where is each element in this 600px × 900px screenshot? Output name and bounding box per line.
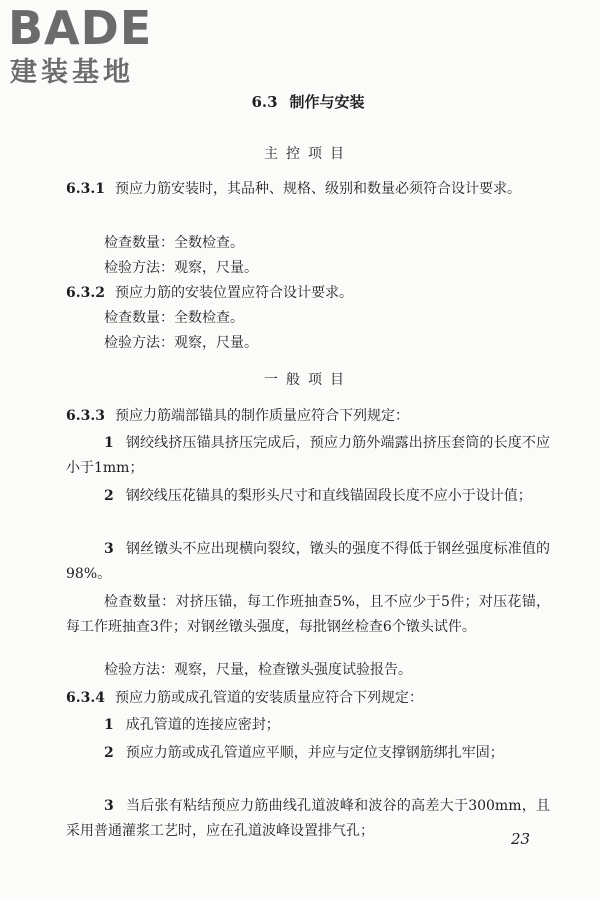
clause-6-3-1	[66, 177, 550, 202]
inspection-method: 检验方法：观察，尺量。	[104, 335, 258, 351]
inspection-method: 检验方法：观察，尺量，检查镦头强度试验报告。	[104, 662, 412, 678]
list-item: 3 当后张有粘结预应力筋曲线孔道波峰和波谷的高差大于300mm，且采用普通灌浆工艺时，应在孔道波峰设置排气孔；	[66, 798, 550, 839]
clause-number: 6.3.3	[66, 408, 105, 424]
inspection-method: 检验方法：观察，尺量。	[104, 260, 258, 276]
main-items-heading: 主控项目	[264, 146, 352, 162]
check-quantity: 检查数量：全数检查。	[104, 235, 244, 251]
clause-text: 预应力筋的安装位置应符合设计要求。	[114, 285, 353, 301]
section-title-text: 制作与安装	[289, 93, 365, 111]
check-quantity: 检查数量：对挤压锚，每工作班抽查5%，且不应少于5件；对压花锚，每工作班抽查3件；对钢丝镦头强度，每批钢丝检查6个镦头试件。	[66, 594, 550, 635]
page-number: 23	[511, 830, 531, 848]
clause-6-3-2	[66, 281, 550, 306]
general-items-heading: 一般项目	[264, 372, 352, 388]
list-item: 1 成孔管道的连接应密封；	[104, 717, 280, 733]
clause-text: 预应力筋端部锚具的制作质量应符合下列规定：	[114, 408, 409, 424]
list-item: 2 钢绞线压花锚具的梨形头尺寸和直线锚固段长度不应小于设计值；	[104, 488, 532, 504]
clause-6-3-3	[66, 404, 550, 429]
clause-text: 预应力筋安装时，其品种、规格、级别和数量必须符合设计要求。	[114, 181, 521, 197]
clause-number: 6.3.4	[66, 690, 105, 706]
section-number: 6.3	[251, 93, 278, 111]
logo-word: BADE	[8, 1, 153, 55]
check-quantity: 检查数量：全数检查。	[104, 310, 244, 326]
clause-text: 预应力筋或成孔管道的安装质量应符合下列规定：	[114, 690, 423, 706]
logo-tagline: 建装基地	[10, 57, 134, 88]
logo	[8, 1, 178, 90]
clause-number: 6.3.2	[66, 285, 105, 301]
list-item: 3 钢丝镦头不应出现横向裂纹，镦头的强度不得低于钢丝强度标准值的98%。	[66, 541, 550, 582]
clause-number: 6.3.1	[66, 181, 105, 197]
list-item: 1 钢绞线挤压锚具挤压完成后，预应力筋外端露出挤压套筒的长度不应小于1mm；	[66, 435, 550, 476]
list-item: 2 预应力筋或成孔管道应平顺，并应与定位支撑钢筋绑扎牢固；	[104, 745, 504, 761]
section-title	[66, 90, 550, 115]
clause-6-3-4	[66, 686, 550, 711]
